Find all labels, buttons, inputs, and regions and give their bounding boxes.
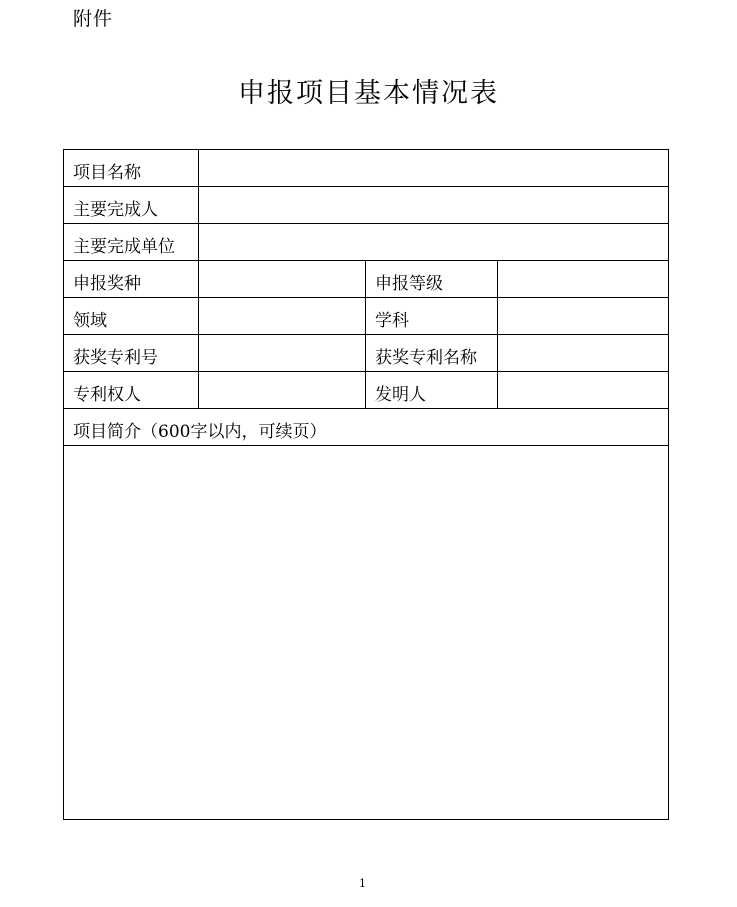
row-field (64, 298, 669, 335)
row-project-name (64, 150, 669, 187)
award-type-label: 申报奖种 (64, 261, 199, 298)
award-level-label: 申报等级 (366, 261, 498, 298)
row-patent (64, 335, 669, 372)
inventor-field[interactable] (498, 372, 669, 409)
row-patentee (64, 372, 669, 409)
project-name-label: 项目名称 (64, 150, 199, 187)
patent-number-field[interactable] (199, 335, 366, 372)
project-info-form (63, 149, 669, 820)
patent-name-label: 获奖专利名称 (366, 335, 498, 372)
discipline-field[interactable] (498, 298, 669, 335)
page-number: 1 (359, 877, 366, 890)
attachment-label: 附件 (73, 8, 114, 30)
main-units-field[interactable] (199, 224, 669, 261)
discipline-label: 学科 (366, 298, 498, 335)
intro-label: 项目简介（600字以内，可续页） (64, 409, 669, 446)
main-contributors-label: 主要完成人 (64, 187, 199, 224)
page-title: 申报项目基本情况表 (238, 78, 499, 109)
intro-text-area[interactable] (64, 446, 669, 820)
project-name-field[interactable] (199, 150, 669, 187)
patentee-field[interactable] (199, 372, 366, 409)
row-main-units (64, 224, 669, 261)
inventor-label: 发明人 (366, 372, 498, 409)
award-type-field[interactable] (199, 261, 366, 298)
field-label: 领域 (64, 298, 199, 335)
patent-name-field[interactable] (498, 335, 669, 372)
row-intro-label (64, 409, 669, 446)
field-field[interactable] (199, 298, 366, 335)
main-contributors-field[interactable] (199, 187, 669, 224)
patent-number-label: 获奖专利号 (64, 335, 199, 372)
award-level-field[interactable] (498, 261, 669, 298)
row-award (64, 261, 669, 298)
row-intro-body (64, 446, 669, 820)
row-main-contributors (64, 187, 669, 224)
patentee-label: 专利权人 (64, 372, 199, 409)
main-units-label: 主要完成单位 (64, 224, 199, 261)
